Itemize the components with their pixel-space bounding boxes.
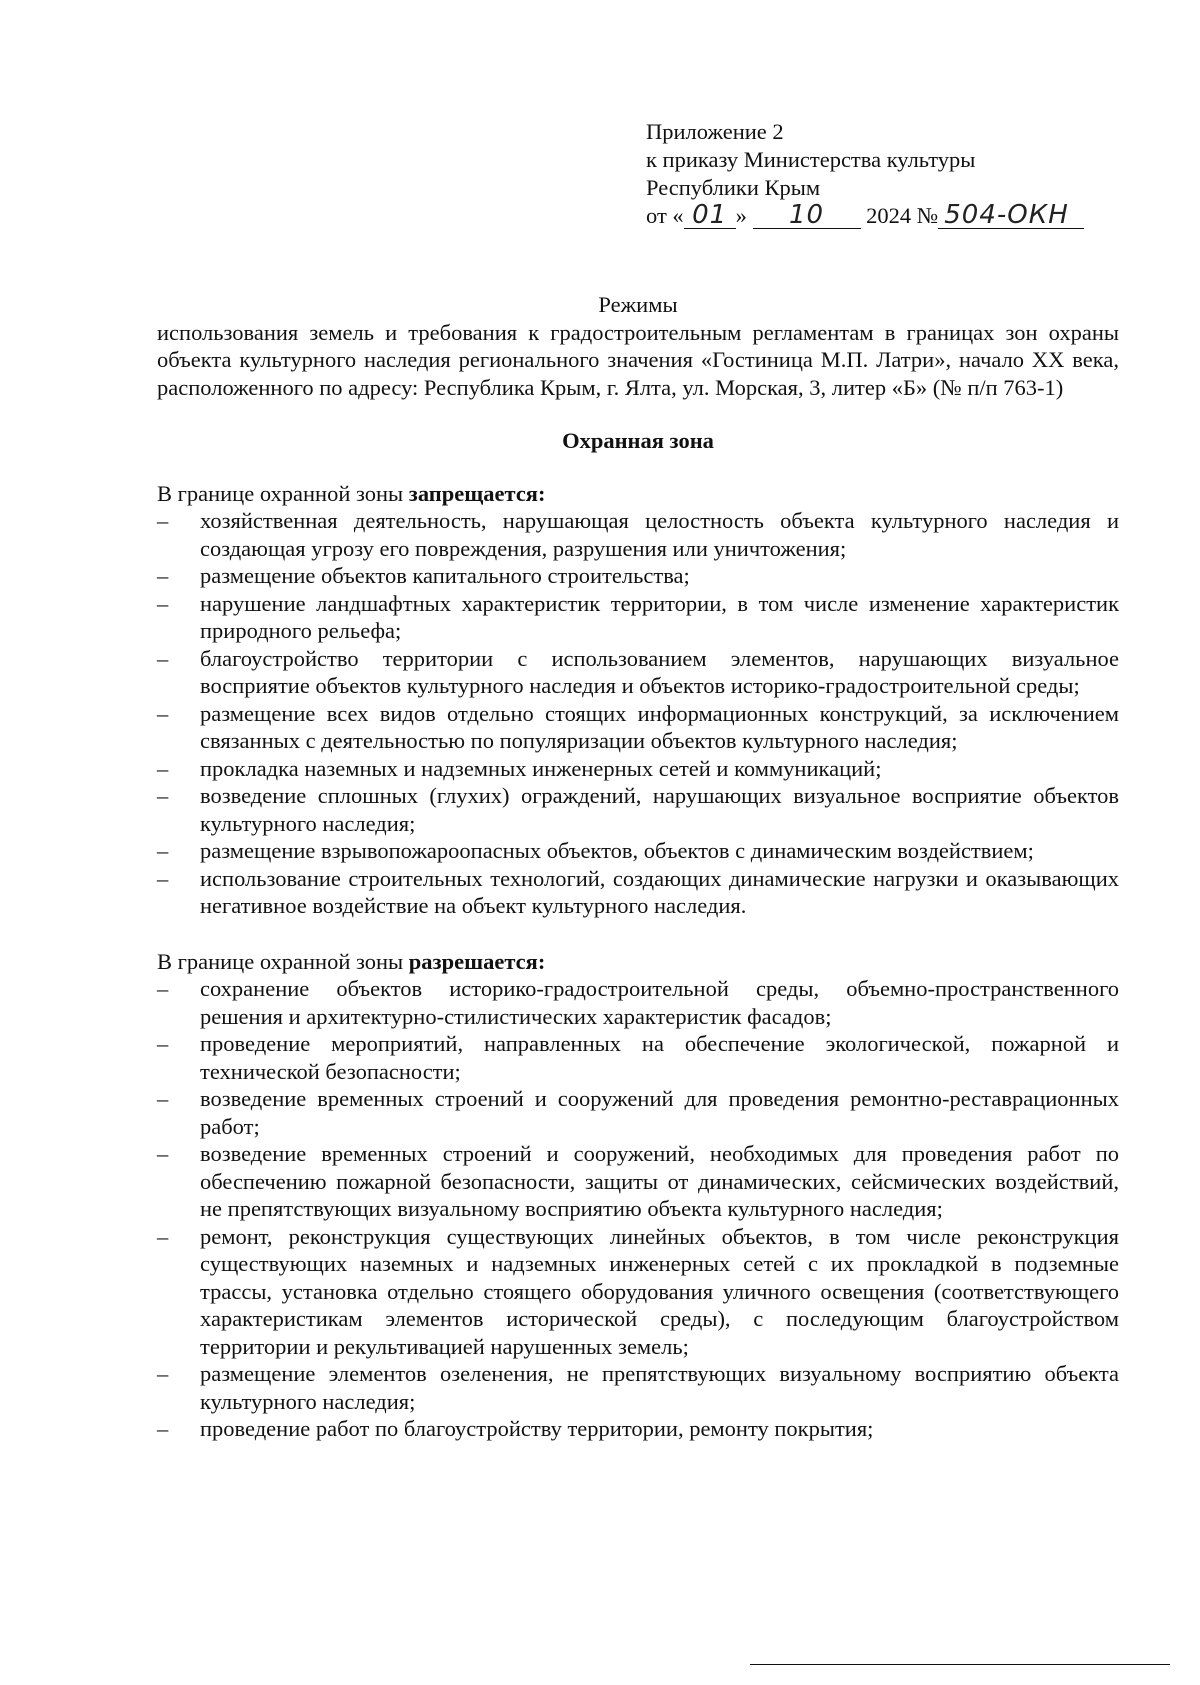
dash-marker: – xyxy=(157,508,169,533)
dash-marker: – xyxy=(157,1361,169,1386)
list-item xyxy=(157,1415,1119,1443)
list-item-text: прокладка наземных и надземных инженерных сетей и коммуникаций; xyxy=(200,755,882,781)
list-item xyxy=(157,975,1119,1030)
date-prefix: от « xyxy=(646,203,684,228)
list-item-text: нарушение ландшафтных характеристик территории, в том числе изменение характеристик природного рельефа; xyxy=(200,590,1119,643)
list-item-text: проведение мероприятий, направленных на обеспечение экологической, пожарной и технической безопасности; xyxy=(200,1031,1119,1084)
section-gap xyxy=(157,920,1119,948)
prohibited-list xyxy=(157,507,1119,920)
dash-marker: – xyxy=(157,700,169,726)
list-item xyxy=(157,1085,1119,1140)
dash-marker: – xyxy=(157,838,169,863)
footer-rule xyxy=(750,1664,1170,1665)
date-day-handwritten: 01 xyxy=(692,200,728,230)
prohibited-lead xyxy=(157,480,1119,508)
order-number-handwritten: 504-ОКН xyxy=(944,200,1069,230)
list-item xyxy=(157,837,1119,865)
list-item-text: размещение элементов озеленения, не препятствующих визуальному восприятию объекта культурного наследия; xyxy=(200,1361,1119,1414)
list-item xyxy=(157,562,1119,590)
list-item-text: размещение взрывопожароопасных объектов, объектов с динамическим воздействием; xyxy=(200,838,1034,863)
list-item-text: благоустройство территории с использованием элементов, нарушающих визуальное восприятие объектов культурного наследия и объектов историко-градостроительной среды; xyxy=(200,645,1119,698)
dash-marker: – xyxy=(157,590,169,616)
allowed-lead-bold: разрешается: xyxy=(408,948,546,974)
list-item xyxy=(157,700,1119,755)
allowed-list xyxy=(157,975,1119,1443)
dash-marker: – xyxy=(157,1223,169,1249)
dash-marker: – xyxy=(157,563,169,588)
list-item-text: размещение всех видов отдельно стоящих информационных конструкций, за исключением связанных с деятельностью по популяризации объектов культурного наследия; xyxy=(200,700,1119,753)
list-item xyxy=(157,1140,1119,1223)
list-item-text: проведение работ по благоустройству территории, ремонту покрытия; xyxy=(200,1416,874,1441)
list-item xyxy=(157,507,1119,562)
ministry-region: Республики Крым xyxy=(646,175,821,200)
dash-marker: – xyxy=(157,1141,169,1166)
dash-marker: – xyxy=(157,755,169,781)
appendix-header xyxy=(646,118,1106,230)
list-item-text: размещение объектов капитального строительства; xyxy=(200,563,690,588)
prohibited-lead-bold: запрещается: xyxy=(408,480,546,506)
list-item-text: хозяйственная деятельность, нарушающая целостность объекта культурного наследия и создающая угрозу его повреждения, разрушения или уничтожения; xyxy=(200,508,1119,561)
document-intro: использования земель и требования к градостроительным регламентам в границах зон охраны объекта культурного наследия регионального значения «Гостиница М.П. Латри», начало XX века, расположенного по адресу: Республика Крым, г. Ялта, ул. Морская, 3, литер «Б» (№ п/п 763-1) xyxy=(157,319,1119,400)
order-reference: к приказу Министерства культуры xyxy=(646,147,976,172)
list-item xyxy=(157,755,1119,783)
dash-marker: – xyxy=(157,1416,169,1441)
list-item-text: возведение временных строений и сооружений для проведения ремонтно-реставрационных работ; xyxy=(200,1086,1119,1139)
allowed-lead xyxy=(157,948,1119,976)
order-number-field xyxy=(938,200,1084,230)
dash-marker: – xyxy=(157,783,169,808)
list-item xyxy=(157,1223,1119,1361)
list-item xyxy=(157,645,1119,700)
date-day-field xyxy=(684,200,736,230)
list-item xyxy=(157,782,1119,837)
dash-marker: – xyxy=(157,865,169,891)
dash-marker: – xyxy=(157,1086,169,1111)
dash-marker: – xyxy=(157,976,169,1001)
list-item-text: возведение временных строений и сооружений, необходимых для проведения работ по обеспечению пожарной безопасности, защиты от динамических, сейсмических воздействий, не препятствующих визуальному восприятию объекта культурного наследия; xyxy=(200,1141,1119,1221)
date-month-handwritten: 10 xyxy=(789,200,825,230)
date-mid: » xyxy=(735,203,747,228)
list-item xyxy=(157,1360,1119,1415)
appendix-number: Приложение 2 xyxy=(646,119,784,144)
list-item-text: использование строительных технологий, создающих динамические нагрузки и оказывающих негативное воздействие на объект культурного наследия. xyxy=(200,865,1119,918)
prohibited-lead-text: В границе охранной зоны xyxy=(157,480,409,506)
list-item-text: возведение сплошных (глухих) ограждений, нарушающих визуальное восприятие объектов культурного наследия; xyxy=(200,783,1119,836)
allowed-lead-text: В границе охранной зоны xyxy=(157,948,409,974)
list-item xyxy=(157,865,1119,920)
list-item-text: сохранение объектов историко-градостроительной среды, объемно-пространственного решения и архитектурно-стилистических характеристик фасадов; xyxy=(200,976,1119,1029)
list-item xyxy=(157,590,1119,645)
order-date-number xyxy=(646,202,1106,230)
dash-marker: – xyxy=(157,1031,169,1056)
zone-heading: Охранная зона xyxy=(562,428,714,453)
year-and-number-label: 2024 № xyxy=(866,203,939,228)
document-body xyxy=(157,291,1119,1443)
list-item xyxy=(157,1030,1119,1085)
date-month-field xyxy=(753,200,861,230)
list-item-text: ремонт, реконструкция существующих линейных объектов, в том числе реконструкция существующих наземных и надземных инженерных сетей с их прокладкой в подземные трассы, установка отдельно стоящего оборудования уличного освещения (соответствующего характеристикам элементов исторической среды), с последующим благоустройством территории и рекультивацией нарушенных земель; xyxy=(200,1223,1119,1359)
document-title: Режимы xyxy=(598,292,678,317)
dash-marker: – xyxy=(157,645,169,671)
